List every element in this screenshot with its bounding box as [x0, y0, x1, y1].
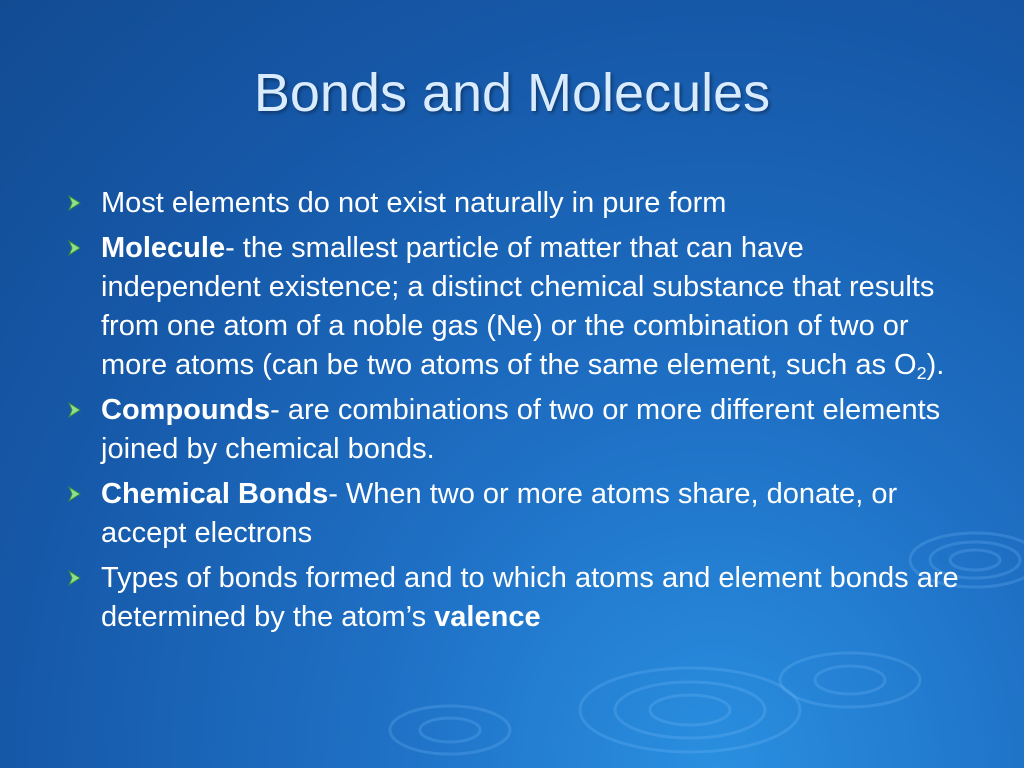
- bullet-emphasis: valence: [434, 601, 541, 633]
- bullet-text: Most elements do not exist naturally in pure form: [101, 187, 727, 219]
- bullet-item: [64, 391, 969, 469]
- slide-title: Bonds and Molecules: [253, 63, 771, 123]
- bullet-tail: ).: [926, 349, 945, 381]
- bullet-subscript: 2: [916, 363, 927, 384]
- bullet-text: Types of bonds formed and to which atoms and element bonds are determined by the atom’s: [101, 562, 959, 633]
- bullet-item: [64, 184, 969, 223]
- bullet-term: Molecule: [101, 232, 226, 264]
- bullet-list: [64, 184, 969, 643]
- bullet-text: - When two or more atoms share, donate, or accept electrons: [101, 478, 898, 549]
- bullet-item: [64, 559, 969, 637]
- arrow-bullet-icon: [67, 485, 83, 503]
- arrow-bullet-icon: [67, 569, 83, 587]
- arrow-bullet-icon: [67, 194, 83, 212]
- bullet-item: [64, 229, 969, 385]
- bullet-term: Compounds: [101, 394, 271, 426]
- bullet-item: [64, 475, 969, 553]
- bullet-text: - are combinations of two or more different elements joined by chemical bonds.: [101, 394, 941, 465]
- arrow-bullet-icon: [67, 401, 83, 419]
- arrow-bullet-icon: [67, 239, 83, 257]
- bullet-text: - the smallest particle of matter that can have independent existence; a distinct chemical substance that results from one atom of a noble gas (Ne) or the combination of two or more atoms (can be two atoms of the same element, such as O: [101, 232, 935, 381]
- bullet-term: Chemical Bonds: [101, 478, 329, 510]
